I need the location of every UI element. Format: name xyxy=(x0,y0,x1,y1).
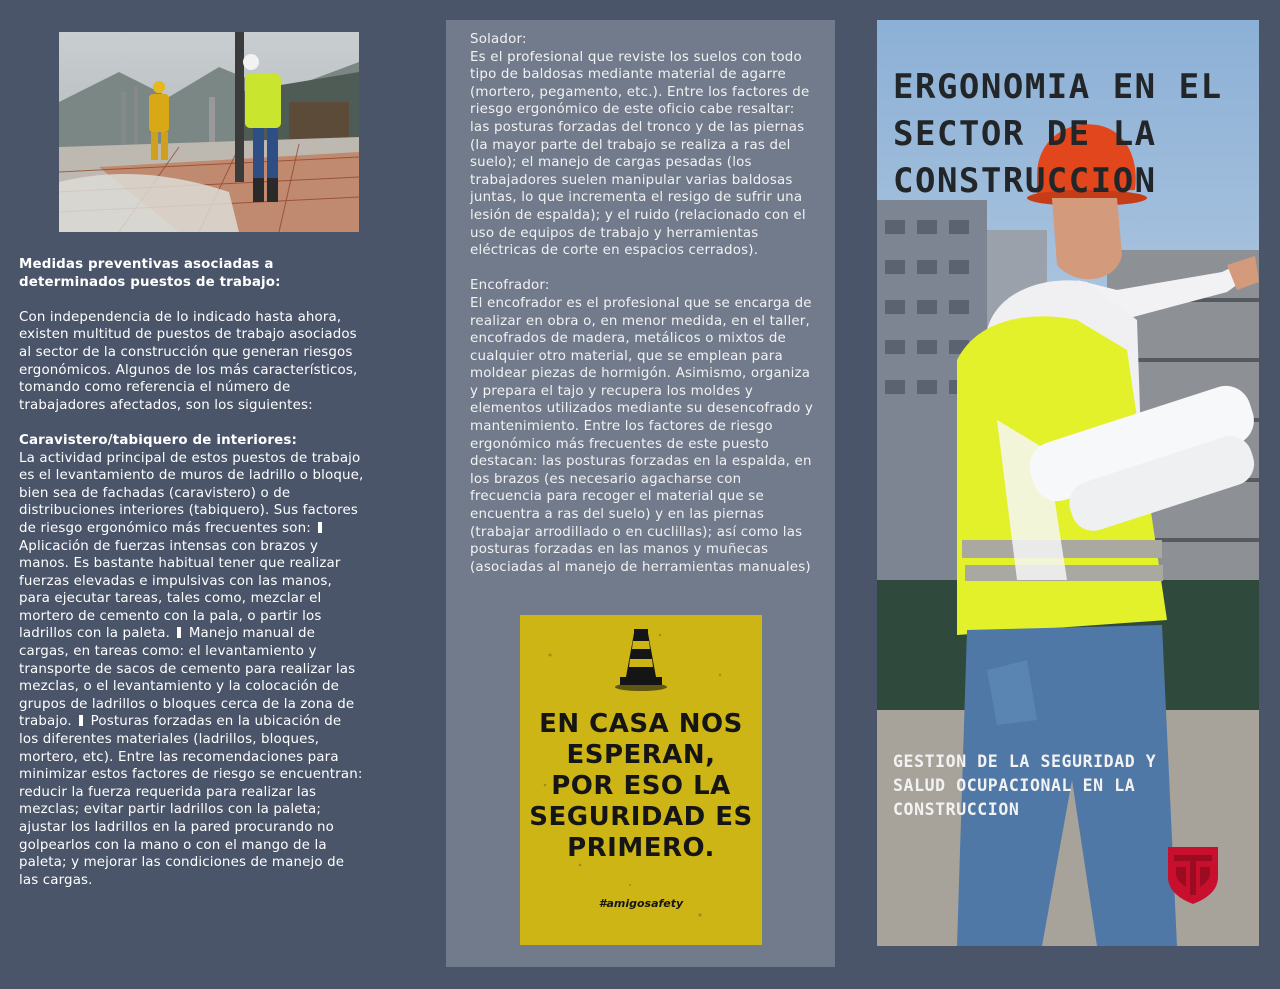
preventive-measures-heading: Medidas preventivas asociadas a determinados puestos de trabajo: xyxy=(19,257,281,290)
caravistero-text-1: La actividad principal de estos puestos de trabajo es el levantamiento de muros de ladrillo o bloque, bien sea de fachadas (caravistero) o de distribuciones interiores (tabiquero). Sus factores de riesgo ergonómico más frecuentes son: xyxy=(19,450,364,536)
title-line: SECTOR DE LA xyxy=(893,114,1157,154)
solador-label: Solador: xyxy=(470,32,527,47)
poster-line: POR ESO LA xyxy=(551,771,731,801)
encofrador-label: Encofrador: xyxy=(470,278,550,294)
solador-text: Es el profesional que reviste los suelos con todo tipo de baldosas mediante material de agarre (mortero, pegamento, etc.). Entre los factores de riesgo ergonómico de este oficio cabe resaltar: las posturas forzadas del tronco y de las piernas (la mayor parte del trabajo se realiza a ras del suelo); el manejo de cargas pesadas (los trabajadores suelen manipular varias baldosas juntas, lo que incrementa el resigo de sufrir una lesión de espalda); y el ruido (relacionado con el uso de equipos de trabajo y herramientas eléctricas de corte en espacios cerrados). xyxy=(470,49,810,259)
workers-photo xyxy=(59,32,359,232)
cover-title xyxy=(893,64,1253,205)
subtitle-line: CONSTRUCCION xyxy=(893,800,1020,819)
title-line: CONSTRUCCION xyxy=(893,161,1157,201)
left-panel xyxy=(0,0,380,989)
caravistero-section xyxy=(19,432,364,889)
title-line: ERGONOMIA EN EL xyxy=(893,67,1223,107)
cover-panel xyxy=(877,20,1259,946)
safety-poster xyxy=(520,615,762,945)
poster-line: PRIMERO. xyxy=(567,833,715,863)
encofrador-text: El encofrador es el profesional que se encarga de realizar en obra o, en menor medida, en el taller, encofrados de madera, metálicos o mixtos de cualquier otro material, que se emplean para moldear piezas de hormigón. Asimismo, organiza y prepara el tajo y recupera los moldes y elementos utilizados mediante su desencofrado y mantenimiento. Entre los factores de riesgo ergonómico más frecuentes de este puesto destacan: las posturas forzadas en la espalda, en los brazos (es necesario agacharse con frecuencia para recoger el material que se encuentra a ras del suelo) y en las piernas (trabajar arrodillado o en cuclillas); así como las posturas forzadas en las manos y muñecas (asociadas al manejo de herramientas manuales) xyxy=(470,295,814,575)
caravistero-text-4: Posturas forzadas en la ubicación de los diferentes materiales (ladrillos, bloques, mortero, etc). Entre las recomendaciones para minimizar estos factores de riesgo se encuentran: reducir la fuerza requerida para realizar las mezclas; evitar partir ladrillos con la paleta; ajustar los ladrillos en la pared procurando no golpearlos con la mano o con el mango de la paleta; y mejorar las condiciones de manejo de las cargas. xyxy=(19,714,363,888)
poster-line: EN CASA NOS xyxy=(539,709,743,739)
subtitle-line: GESTION DE LA SEGURIDAD Y xyxy=(893,752,1157,771)
encofrador-section xyxy=(470,277,815,576)
caravistero-text-2: Aplicación de fuerzas intensas con brazos y manos. Es bastante habitual tener que realizar fuerzas elevadas e impulsivas con las manos, para ejecutar tareas, tales como, mezclar el mortero de cemento con la pala, o partir los ladrillos con la paleta. xyxy=(19,538,341,642)
cover-subtitle xyxy=(893,750,1193,822)
intro-paragraph: Con independencia de lo indicado hasta ahora, existen multitud de puestos de trabajo asociados al sector de la construcción que generan riesgos ergonómicos. Algunos de los más característicos, tomando como referencia el número de trabajadores afectados, son los siguientes: xyxy=(19,309,358,413)
bullet-marker-icon xyxy=(177,627,181,638)
poster-message xyxy=(520,709,762,864)
middle-text-block xyxy=(470,31,815,594)
left-text-block xyxy=(19,256,364,889)
poster-line: ESPERAN, xyxy=(566,740,716,770)
caravistero-text-3: Manejo manual de cargas, en tareas como: el levantamiento y transporte de sacos de cemento para realizar las mezclas, o el levantamiento y la colocación de grupos de ladrillos o bloques cerca de la zona de trabajo. xyxy=(19,626,356,730)
bullet-marker-icon xyxy=(318,522,322,533)
solador-section xyxy=(470,31,815,260)
caravistero-heading: Caravistero/tabiquero de interiores: xyxy=(19,432,297,448)
poster-hashtag: #amigosafety xyxy=(598,897,684,910)
subtitle-line: SALUD OCUPACIONAL EN LA xyxy=(893,776,1136,795)
poster-line: SEGURIDAD ES xyxy=(529,802,753,832)
middle-panel xyxy=(446,20,835,967)
university-logo-icon xyxy=(1166,843,1220,905)
bullet-marker-icon xyxy=(79,715,83,726)
